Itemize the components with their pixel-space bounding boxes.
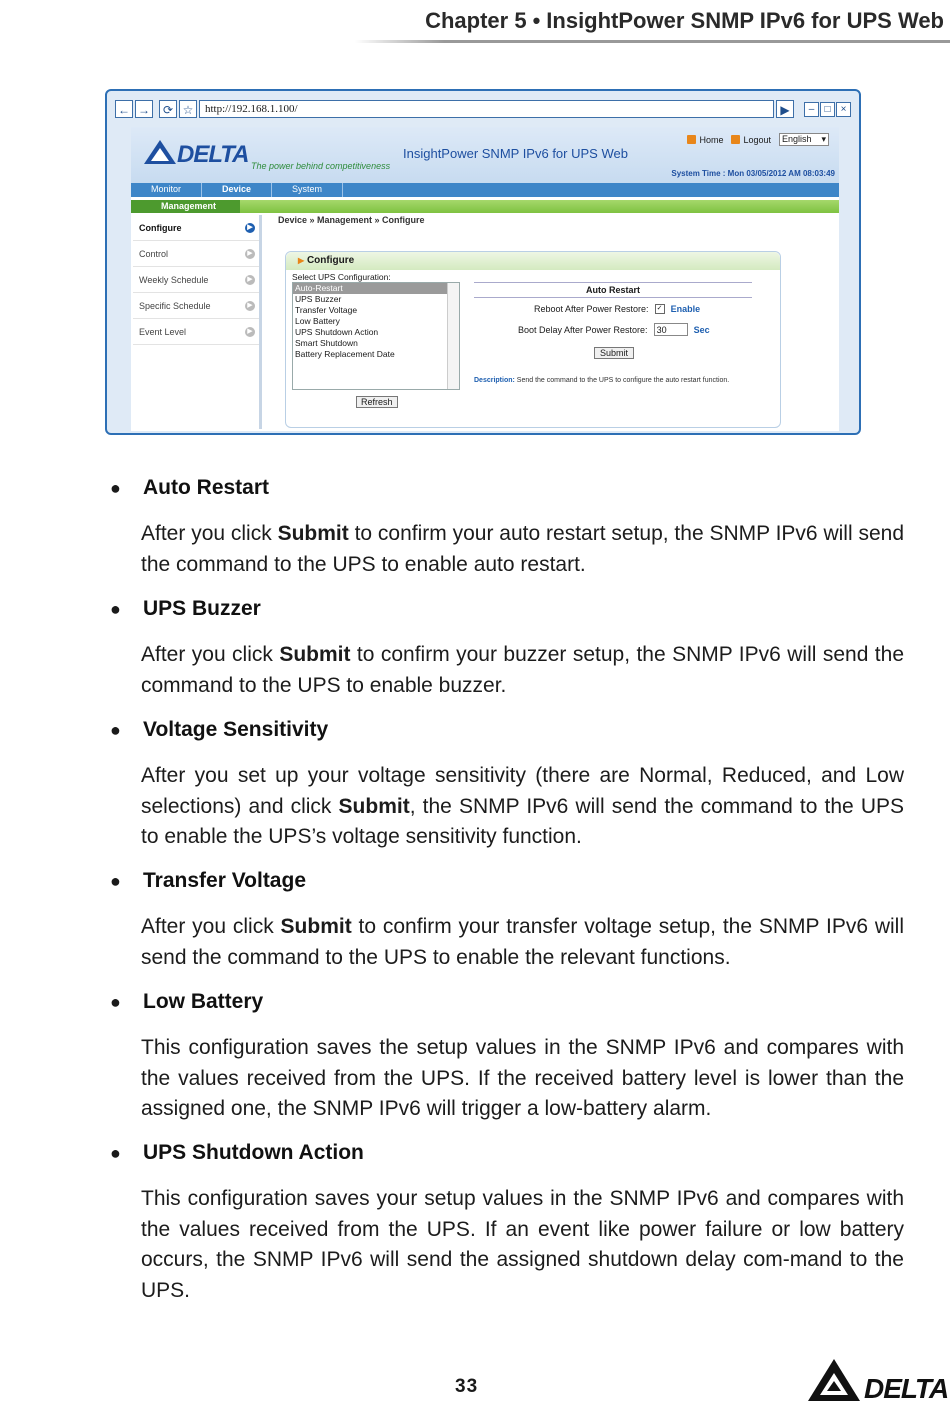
chapter-title: InsightPower SNMP IPv6 for UPS Web — [546, 8, 944, 33]
paragraph-bold: Submit — [277, 522, 349, 545]
maximize-icon[interactable]: □ — [820, 102, 835, 117]
logout-icon — [731, 135, 740, 144]
page-number: 33 — [455, 1376, 479, 1397]
app-header — [131, 127, 839, 183]
paragraph-text: to confirm your auto restart setup, the SNMP IPv6 will send the command to the UPS to enable auto restart. — [141, 522, 904, 576]
back-icon[interactable]: ← — [115, 100, 133, 118]
sidebar-item-label: Event Level — [139, 326, 187, 337]
section-heading: Auto Restart — [143, 476, 270, 499]
breadcrumb: Device » Management » Configure — [278, 215, 425, 225]
list-option[interactable]: Transfer Voltage — [295, 305, 358, 315]
favorite-icon[interactable]: ☆ — [179, 100, 197, 118]
panel-title: Configure — [306, 255, 355, 266]
paragraph-bold: Submit — [279, 643, 351, 666]
list-option[interactable]: UPS Buzzer — [295, 294, 342, 304]
refresh-icon[interactable]: ⟳ — [159, 100, 177, 118]
footer-logo-text: DELTA — [864, 1373, 949, 1404]
go-icon[interactable]: ▶ — [776, 100, 794, 118]
list-option[interactable]: Smart Shutdown — [295, 338, 358, 348]
paragraph-text: , the SNMP IPv6 will send the command to the UPS to enable the UPS’s voltage sensitivity function. — [141, 794, 905, 848]
sidebar-item-label: Configure — [139, 222, 182, 233]
minimize-icon[interactable]: – — [804, 102, 819, 117]
chapter-label: Chapter 5 — [425, 8, 527, 33]
boot-delay-row — [518, 323, 710, 336]
header-rule — [355, 40, 950, 43]
sidebar-item-specific-schedule[interactable] — [133, 293, 259, 319]
enable-checkbox[interactable]: ✓ — [655, 304, 665, 314]
section-heading: Low Battery — [143, 990, 264, 1013]
delta-logo-icon — [806, 1357, 862, 1403]
section-heading: UPS Shutdown Action — [143, 1141, 364, 1164]
top-links — [687, 133, 829, 146]
bullet: ● — [110, 720, 121, 740]
list-option[interactable]: Low Battery — [295, 316, 340, 326]
boot-delay-input[interactable]: 30 — [654, 323, 688, 336]
section-paragraph — [141, 640, 904, 701]
triangle-icon: ▶ — [298, 256, 305, 265]
arrow-circle-icon: ▶ — [245, 275, 255, 285]
logout-label: Logout — [743, 134, 771, 145]
tagline: The power behind competitiveness — [251, 161, 391, 171]
section-heading: Voltage Sensitivity — [143, 718, 329, 741]
paragraph-text: to confirm your transfer voltage setup, the SNMP IPv6 will send the command to the UPS to enable the relevant functions. — [141, 915, 904, 969]
language-value: English — [782, 134, 812, 144]
home-label: Home — [699, 134, 724, 145]
configuration-listbox[interactable] — [292, 282, 460, 390]
logout-link[interactable] — [731, 135, 771, 145]
section-heading: UPS Buzzer — [143, 597, 261, 620]
boot-delay-label: Boot Delay After Power Restore: — [518, 324, 648, 335]
bullet: ● — [110, 478, 121, 498]
arrow-circle-icon: ▶ — [245, 301, 255, 311]
ui-screenshot — [105, 89, 861, 435]
close-icon[interactable]: × — [836, 102, 851, 117]
forward-icon[interactable]: → — [135, 100, 153, 118]
paragraph-bold: Submit — [338, 794, 410, 818]
sidebar-item-label: Weekly Schedule — [139, 274, 209, 285]
app-title: InsightPower SNMP IPv6 for UPS Web — [403, 146, 628, 161]
window-controls — [804, 102, 851, 117]
description-text: Send the command to the UPS to configure the auto restart function. — [516, 377, 730, 384]
section-paragraph: This configuration saves your setup values in the SNMP IPv6 and compares with the values received from the UPS. If an event like power failure or low battery occurs, the SNMP IPv6 will send the assigned shutdown delay com-mand to the UPS. — [141, 1187, 904, 1302]
sec-label: Sec — [693, 324, 710, 335]
sidebar-item-control[interactable] — [133, 241, 259, 267]
sidebar — [133, 215, 262, 429]
bullet: ● — [110, 1143, 121, 1163]
enable-label: Enable — [670, 304, 701, 314]
list-option[interactable]: Auto-Restart — [293, 283, 459, 294]
chevron-down-icon: ▾ — [821, 134, 826, 144]
tab-monitor[interactable]: Monitor — [131, 183, 202, 197]
reboot-label: Reboot After Power Restore: — [534, 304, 649, 314]
browser-toolbar — [115, 98, 851, 120]
separator: • — [532, 8, 541, 33]
paragraph-text: After you click — [141, 522, 278, 545]
reboot-row — [534, 304, 700, 314]
bullet: ● — [110, 599, 121, 619]
tab-management[interactable]: Management — [131, 200, 240, 213]
paragraph-text: After you click — [141, 915, 281, 938]
select-label: Select UPS Configuration: — [292, 272, 391, 282]
section-paragraph — [141, 761, 904, 853]
list-option[interactable]: Battery Replacement Date — [295, 349, 395, 359]
refresh-button[interactable]: Refresh — [356, 396, 398, 408]
system-time: System Time : Mon 03/05/2012 AM 08:03:49 — [671, 169, 835, 178]
home-icon — [687, 135, 696, 144]
paragraph-text: to confirm your buzzer setup, the SNMP IPv6 will send the command to the UPS to enable buzzer. — [141, 643, 904, 697]
tab-device[interactable]: Device — [202, 183, 272, 197]
paragraph-text: After you set up your voltage sensitivity (there are Normal, Reduced, and Low selections) and click — [141, 764, 904, 818]
list-option[interactable]: UPS Shutdown Action — [295, 327, 379, 337]
sidebar-item-weekly-schedule[interactable] — [133, 267, 259, 293]
page-header — [425, 8, 944, 34]
delta-logo-icon — [143, 139, 177, 165]
configure-panel — [285, 251, 781, 428]
arrow-circle-icon: ▶ — [245, 327, 255, 337]
section-heading: Transfer Voltage — [143, 869, 306, 892]
web-app — [131, 127, 839, 431]
section-title: Auto Restart — [474, 282, 752, 298]
logo-text: DELTA — [177, 141, 249, 168]
home-link[interactable] — [687, 135, 723, 145]
paragraph-text: After you click — [141, 643, 280, 666]
sidebar-item-label: Specific Schedule — [139, 300, 211, 311]
sidebar-item-configure[interactable] — [133, 215, 259, 241]
arrow-circle-icon: ▶ — [245, 223, 255, 233]
arrow-circle-icon: ▶ — [245, 249, 255, 259]
sub-tabs — [131, 200, 839, 213]
bullet: ● — [110, 871, 121, 891]
sidebar-item-label: Control — [139, 248, 169, 259]
description-label: Description: — [474, 377, 515, 384]
section-paragraph — [141, 519, 904, 580]
submit-button[interactable]: Submit — [594, 347, 634, 359]
url-bar[interactable]: http://192.168.1.100/ — [199, 100, 774, 118]
sidebar-item-event-level[interactable] — [133, 319, 259, 345]
bullet: ● — [110, 992, 121, 1012]
section-paragraph: This configuration saves the setup values in the SNMP IPv6 and compares with the values received from the UPS. If the received battery level is lower than the assigned one, the SNMP IPv6 will trigger a low-battery alarm. — [141, 1036, 904, 1120]
language-select[interactable] — [779, 133, 829, 146]
section-paragraph — [141, 912, 904, 973]
tab-system[interactable]: System — [272, 183, 343, 197]
scrollbar[interactable] — [447, 283, 459, 389]
description — [474, 377, 729, 384]
main-tabs — [131, 183, 839, 197]
paragraph-bold: Submit — [280, 915, 352, 938]
panel-header — [286, 252, 780, 270]
